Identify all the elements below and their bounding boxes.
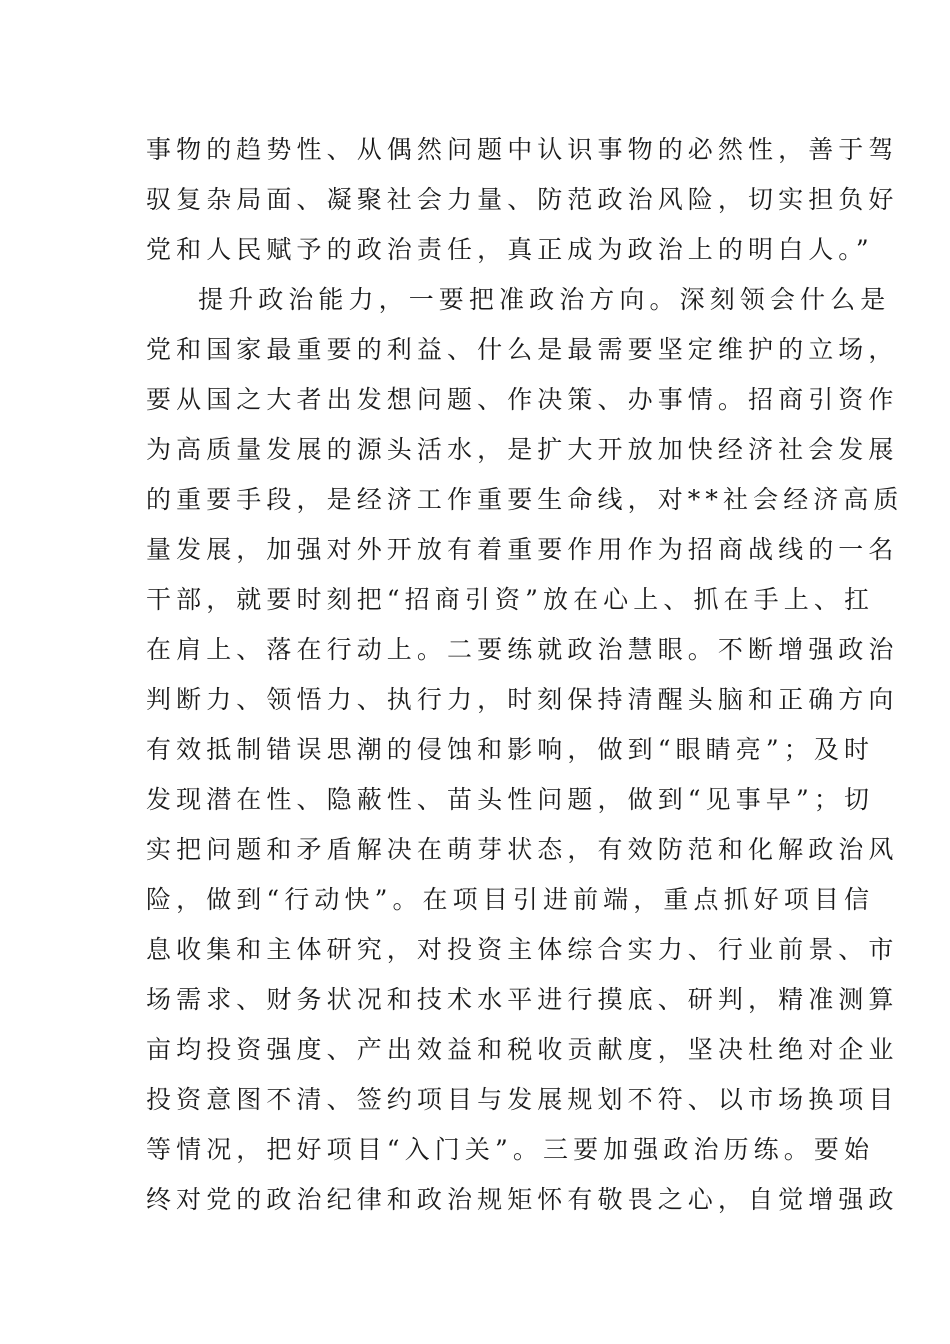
text-line: 投资意图不清、签约项目与发展规划不符、以市场换项目 <box>146 1085 899 1114</box>
text-line: 党和人民赋予的政治责任，真正成为政治上的明白人。” <box>146 235 874 264</box>
paragraph-first-line: 提升政治能力，一要把准政治方向。深刻领会什么是 <box>198 285 891 314</box>
text-line: 险，做到“行动快”。在项目引进前端，重点抓好项目信 <box>146 885 875 914</box>
text-line: 息收集和主体研究，对投资主体综合实力、行业前景、市 <box>146 935 899 964</box>
text-line: 党和国家最重要的利益、什么是最需要坚定维护的立场， <box>146 335 899 364</box>
text-line: 场需求、财务状况和技术水平进行摸底、研判，精准测算 <box>146 985 899 1014</box>
text-line: 等情况，把好项目“入门关”。三要加强政治历练。要始 <box>146 1135 875 1164</box>
text-line: 为高质量发展的源头活水，是扩大开放加快经济社会发展 <box>146 435 899 464</box>
text-line: 亩均投资强度、产出效益和税收贡献度，坚决杜绝对企业 <box>146 1035 899 1064</box>
text-line: 的重要手段，是经济工作重要生命线，对**社会经济高质 <box>146 485 904 514</box>
text-line: 在肩上、落在行动上。二要练就政治慧眼。不断增强政治 <box>146 635 899 664</box>
text-line: 有效抵制错误思潮的侵蚀和影响，做到“眼睛亮”；及时 <box>146 735 875 764</box>
text-line: 实把问题和矛盾解决在萌芽状态，有效防范和化解政治风 <box>146 835 899 864</box>
text-line: 干部，就要时刻把“招商引资”放在心上、抓在手上、扛 <box>146 585 875 614</box>
text-line: 终对党的政治纪律和政治规矩怀有敬畏之心，自觉增强政 <box>146 1185 899 1214</box>
text-line: 驭复杂局面、凝聚社会力量、防范政治风险，切实担负好 <box>146 185 899 214</box>
text-line: 发现潜在性、隐蔽性、苗头性问题，做到“见事早”；切 <box>146 785 875 814</box>
text-line: 量发展，加强对外开放有着重要作用作为招商战线的一名 <box>146 535 899 564</box>
text-line: 判断力、领悟力、执行力，时刻保持清醒头脑和正确方向 <box>146 685 899 714</box>
body-text <box>146 125 904 1225</box>
text-line: 事物的趋势性、从偶然问题中认识事物的必然性，善于驾 <box>146 135 899 164</box>
text-line: 要从国之大者出发想问题、作决策、办事情。招商引资作 <box>146 385 899 414</box>
